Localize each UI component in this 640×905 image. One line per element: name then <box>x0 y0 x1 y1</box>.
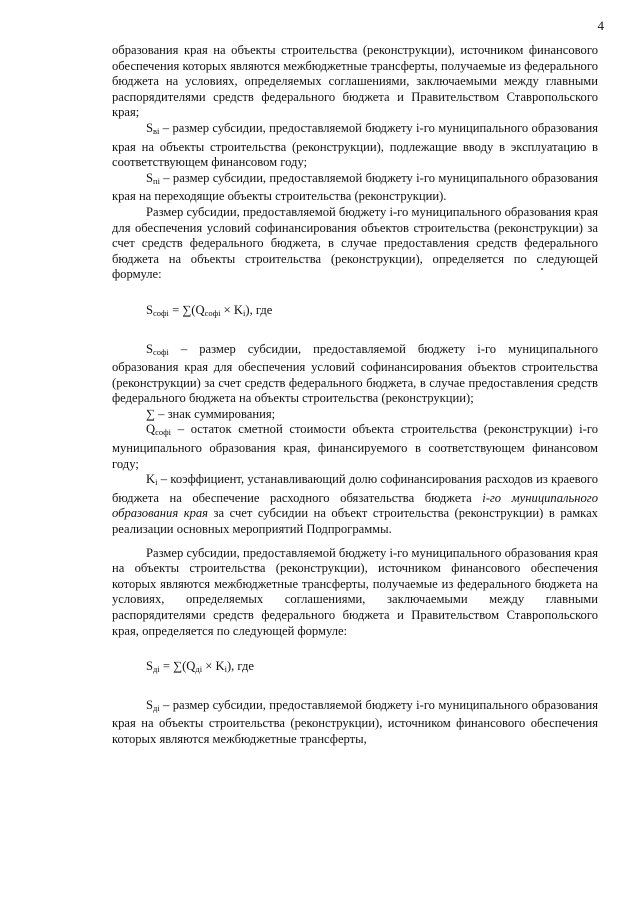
definition-s-di: $S_{дi}$ – размер субсидии, предоставляемой бюджету i-го муниципального образования края на объекты строительства (реконструкции), источником финансового обеспечения которых являются межбюджетные трансферты, <box>112 697 598 746</box>
paragraph-continuation: образования края на объекты строительства (реконструкции), источником финансового обеспечения которых являются межбюджетные трансферты, получаемые из федерального бюджета на условиях, определяемых соглашениями, заключаемыми между главными распорядителями средств федерального бюджета и Правительством Ставропольского края; <box>112 43 598 120</box>
formula-s-di: $S_{дi} = \sum(Q_{дi} \times K_i)$, где <box>146 659 254 675</box>
page-number: 4 <box>597 18 604 33</box>
definition-k: $K_i$ – коэффициент, устанавливающий долю софинансирования расходов из краевого бюджета на обеспечение расходного обязательства бюджета i-го муниципального образования края за счет субсидии на объект строительства (реконструкции) в рамках реализации основных мероприятий Подпрограммы. <box>112 472 598 537</box>
definition-sum: ∑ – знак суммирования; <box>146 406 276 421</box>
formula-s-sofi: $S_{софi} = \sum(Q_{софi} \times K_i)$, где <box>146 302 273 318</box>
document-body <box>112 43 598 748</box>
definition-s-sofi: $S_{софi}$ – размер субсидии, предоставляемой бюджету i-го муниципального образования края для обеспечения условий софинансирования объектов строительства (реконструкции) за счет средств федерального бюджета, в случае предоставления средств федерального бюджета на объекты строительства (реконструкции); <box>112 341 598 406</box>
paragraph-di-intro: Размер субсидии, предоставляемой бюджету i-го муниципального образования края на объекты строительства (реконструкции), источником финансового обеспечения которых являются межбюджетные трансферты, получаемые из федерального бюджета на условиях, определяемых соглашениями, заключаемыми между главными распорядителями средств федерального бюджета и Правительством Ставропольского края, определяется по следующей формуле: <box>112 545 598 638</box>
definition-s-pi: $S_{пi}$ – размер субсидии, предоставляемой бюджету i-го муниципального образования края на переходящие объекты строительства (реконструкции). <box>112 170 598 204</box>
paragraph-sofi-intro: Размер субсидии, предоставляемой бюджету i-го муниципального образования края для обеспечения условий софинансирования объектов строительства (реконструкции) за счет средств федерального бюджета, в случае предоставления средств федерального бюджета на объекты строительства (реконструкции), определяется по следующей формуле: <box>112 204 598 282</box>
definition-q-sofi: $Q_{софi}$ – остаток сметной стоимости объекта строительства (реконструкции) i-го муниципального образования края, финансируемого в соответствующем финансовом году; <box>112 422 598 471</box>
definition-s-vi: $S_{вi}$ – размер субсидии, предоставляемой бюджету i-го муниципального образования края на объекты строительства (реконструкции), подлежащие вводу в эксплуатацию в соответствующем финансовом году; <box>112 120 598 170</box>
scan-artifact-dot <box>541 268 543 270</box>
